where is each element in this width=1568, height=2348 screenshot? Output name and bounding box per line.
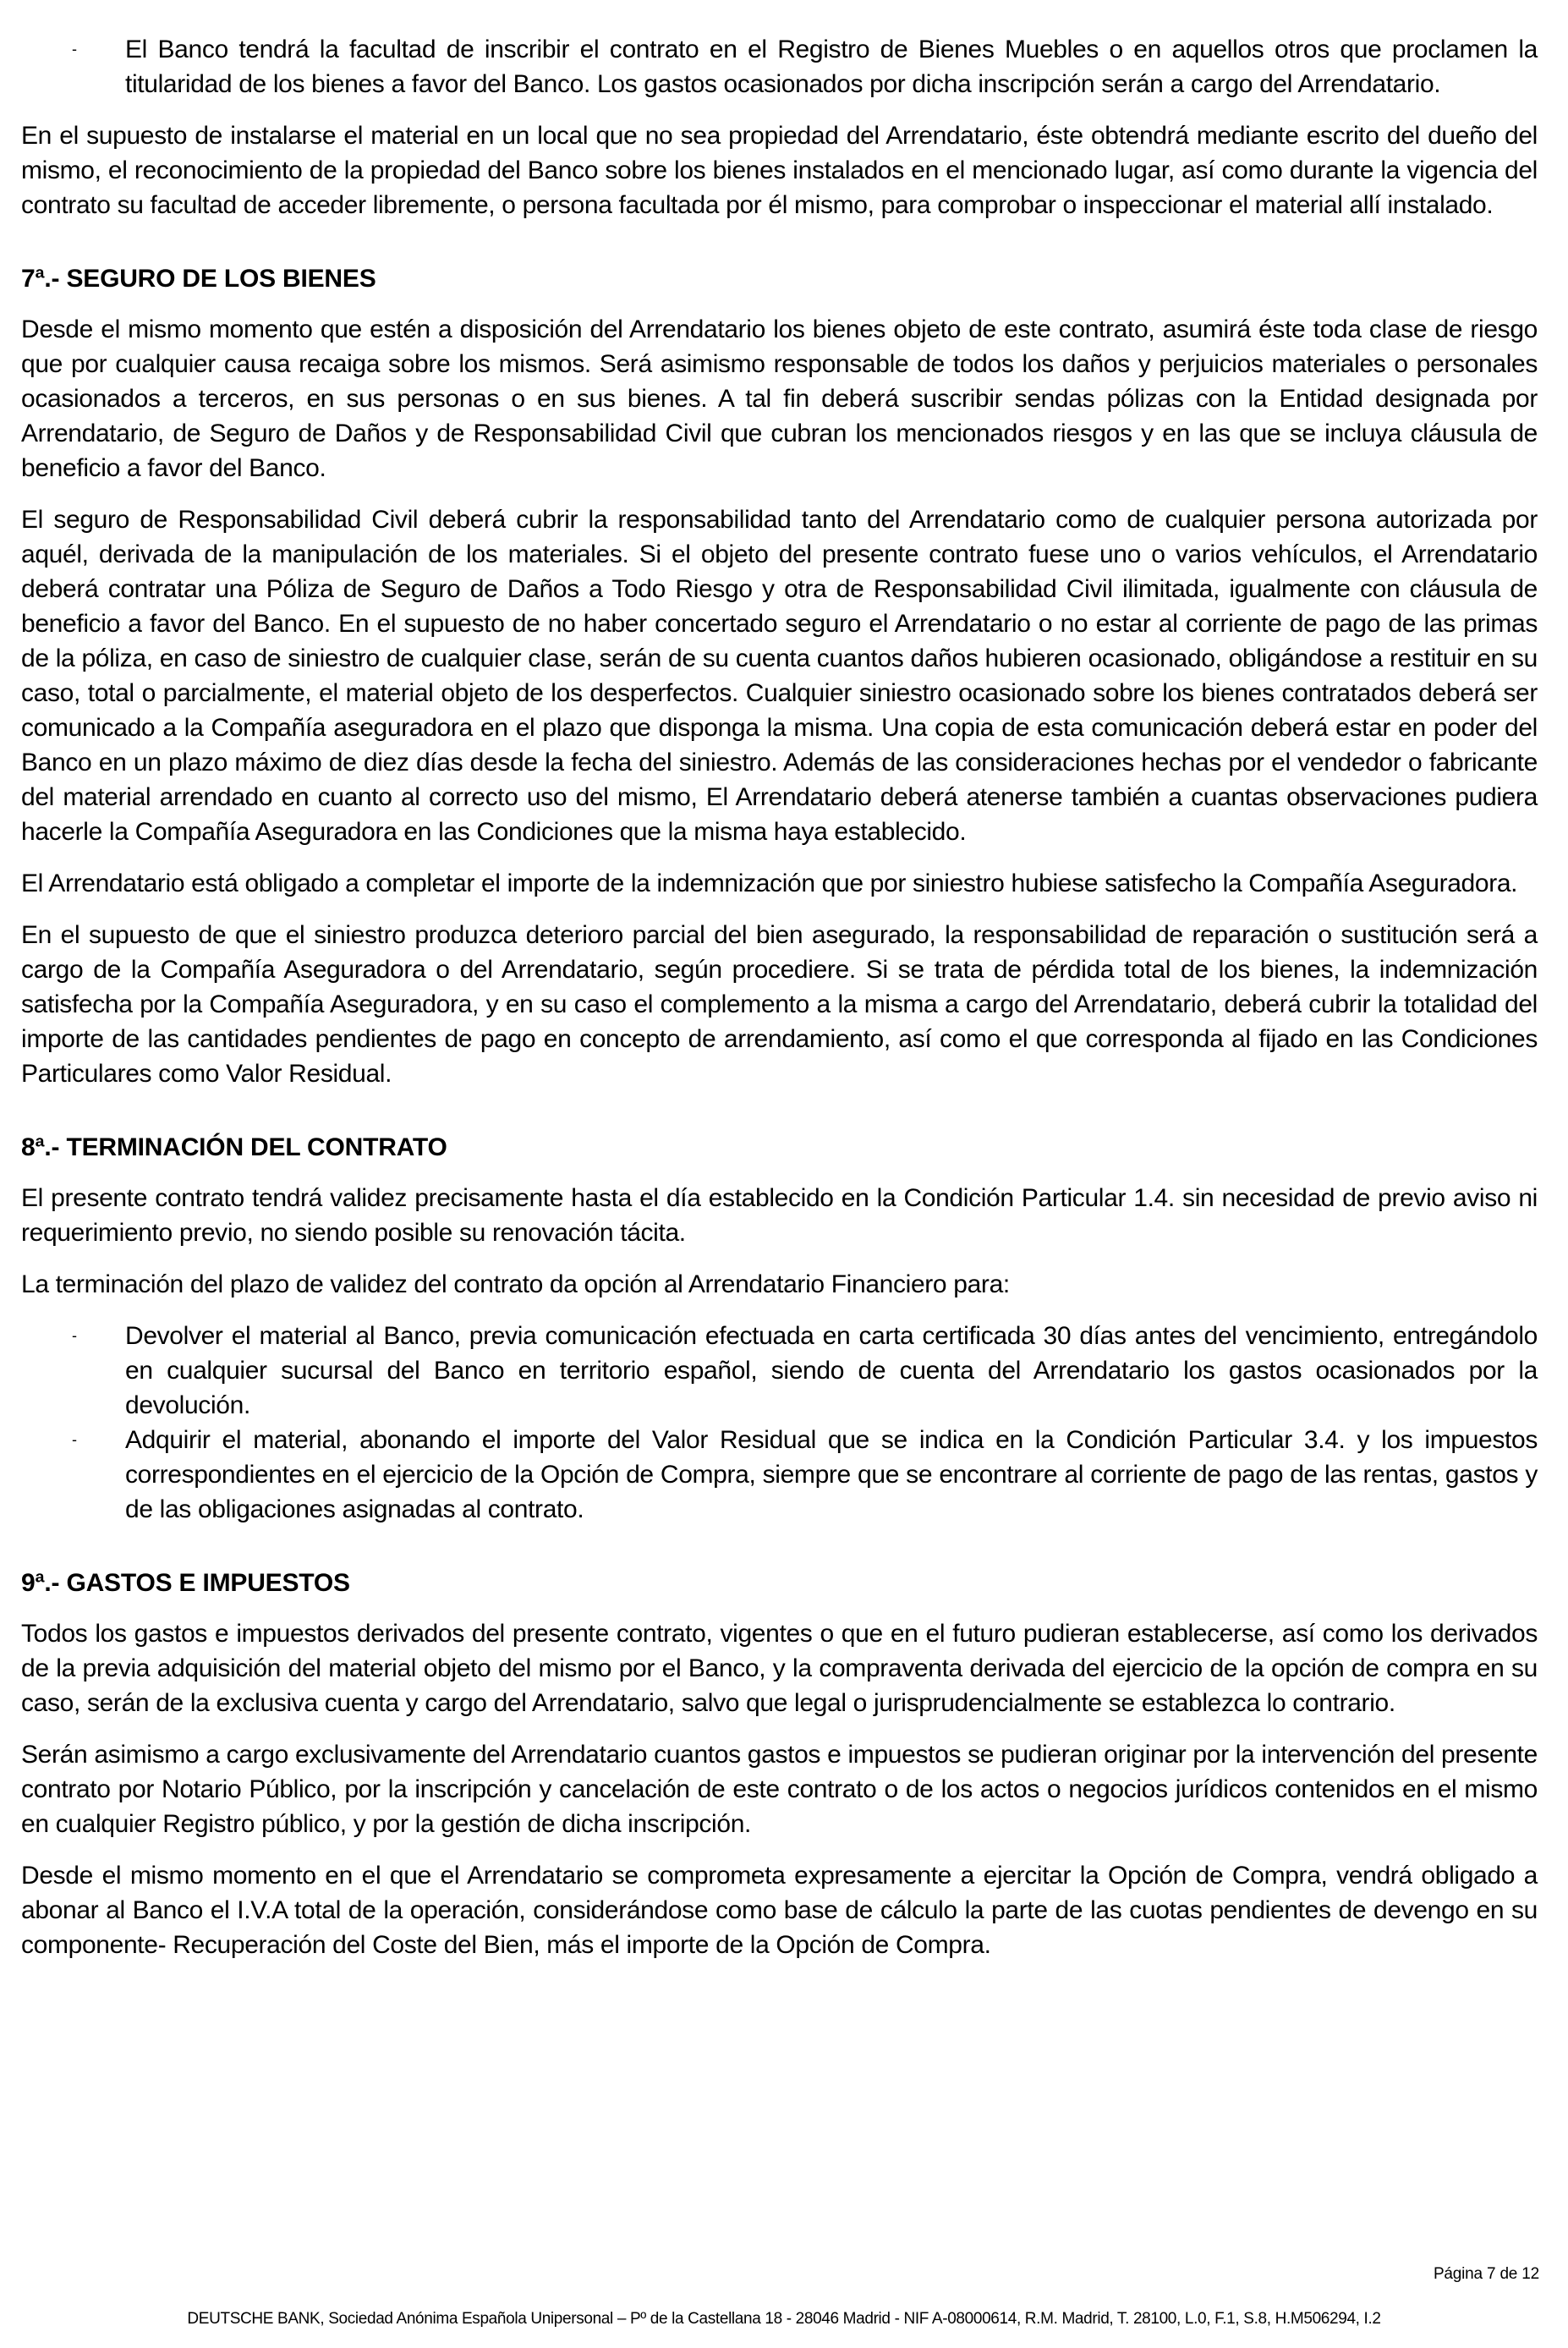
section-heading-seguro: 7ª.- SEGURO DE LOS BIENES	[21, 265, 376, 293]
bullet-dash-icon: -	[72, 1431, 77, 1448]
bullet-dash-icon: -	[72, 41, 77, 58]
paragraph: Desde el mismo momento en el que el Arrendatario se comprometa expresamente a ejercitar la Opción de Compra, vendrá obligado a abonar al Banco el I.V.A total de la operación, considerándose como base de cálculo la parte de las cuotas pendientes de devengo en su componente- Recuperación del Coste del Bien, más el importe de la Opción de Compra.	[21, 1862, 1538, 1959]
paragraph: El presente contrato tendrá validez precisamente hasta el día establecido en la Condición Particular 1.4. sin necesidad de previo aviso ni requerimiento previo, no siendo posible su renovación tácita.	[21, 1184, 1538, 1247]
section-heading-gastos: 9ª.- GASTOS E IMPUESTOS	[21, 1569, 350, 1597]
page-number: Página 7 de 12	[1433, 2265, 1539, 2283]
list-item	[21, 32, 1538, 101]
bullet-text: Devolver el material al Banco, previa comunicación efectuada en carta certificada 30 días antes del vencimiento, entregándolo en cualquier sucursal del Banco en territorio español, siendo de cuenta del Arrendatario los gastos ocasionados por la devolución.	[125, 1322, 1538, 1419]
list-item	[21, 1319, 1538, 1423]
paragraph-local-installation: En el supuesto de instalarse el material en un local que no sea propiedad del Arrendatario, éste obtendrá mediante escrito del dueño del mismo, el reconocimiento de la propiedad del Banco sobre los bienes instalados en el mencionado lugar, así como durante la vigencia del contrato su facultad de acceder libremente, o persona facultada por él mismo, para comprobar o inspeccionar el material allí instalado.	[21, 122, 1538, 219]
bullet-text: El Banco tendrá la facultad de inscribir el contrato en el Registro de Bienes Muebles o en aquellos otros que proclamen la titularidad de los bienes a favor del Banco. Los gastos ocasionados por dicha inscripción serán a cargo del Arrendatario.	[125, 36, 1538, 98]
document-body	[21, 32, 1538, 1962]
paragraph: En el supuesto de que el siniestro produzca deterioro parcial del bien asegurado, la responsabilidad de reparación o sustitución será a cargo de la Compañía Aseguradora o del Arrendatario, según procediere. Si se trata de pérdida total de los bienes, la indemnización satisfecha por la Compañía Aseguradora, y en su caso el complemento a la misma a cargo del Arrendatario, deberá cubrir la totalidad del importe de las cantidades pendientes de pago en concepto de arrendamiento, así como el que corresponda al fijado en las Condiciones Particulares como Valor Residual.	[21, 921, 1538, 1088]
termination-options-list	[21, 1319, 1538, 1527]
paragraph: El Arrendatario está obligado a completar el importe de la indemnización que por siniestro hubiese satisfecho la Compañía Aseguradora.	[21, 870, 1518, 897]
footer-legal-text: DEUTSCHE BANK, Sociedad Anónima Española Unipersonal – Pº de la Castellana 18 - 28046 Madrid - NIF A-08000614, R.M. Madrid, T. 28100, L.0, F.1, S.8, H.M506294, I.2	[187, 2310, 1381, 2328]
paragraph: El seguro de Responsabilidad Civil deberá cubrir la responsabilidad tanto del Arrendatario como de cualquier persona autorizada por aquél, derivada de la manipulación de los materiales. Si el objeto del presente contrato fuese uno o varios vehículos, el Arrendatario deberá contratar una Póliza de Seguro de Daños a Todo Riesgo y otra de Responsabilidad Civil ilimitada, igualmente con cláusula de beneficio a favor del Banco. En el supuesto de no haber concertado seguro el Arrendatario o no estar al corriente de pago de las primas de la póliza, en caso de siniestro de cualquier clase, serán de su cuenta cuantos daños hubieren ocasionado, obligándose a restituir en su caso, total o parcialmente, el material objeto de los desperfectos. Cualquier siniestro ocasionado sobre los bienes contratados deberá ser comunicado a la Compañía aseguradora en el plazo que disponga la misma. Una copia de esta comunicación deberá estar en poder del Banco en un plazo máximo de diez días desde la fecha del siniestro. Además de las consideraciones hechas por el vendedor o fabricante del material arrendado en cuanto al correcto uso del mismo, El Arrendatario deberá atenerse también a cuantas observaciones pudiera hacerle la Compañía Aseguradora en las Condiciones que la misma haya establecido.	[21, 506, 1538, 846]
paragraph: La terminación del plazo de validez del contrato da opción al Arrendatario Financiero para:	[21, 1270, 1010, 1298]
bullet-dash-icon: -	[72, 1327, 77, 1344]
paragraph: Serán asimismo a cargo exclusivamente del Arrendatario cuantos gastos e impuestos se pudieran originar por la intervención del presente contrato por Notario Público, por la inscripción y cancelación de este contrato o de los actos o negocios jurídicos contenidos en el mismo en cualquier Registro público, y por la gestión de dicha inscripción.	[21, 1741, 1538, 1838]
paragraph: Desde el mismo momento que estén a disposición del Arrendatario los bienes objeto de este contrato, asumirá éste toda clase de riesgo que por cualquier causa recaiga sobre los mismos. Será asimismo responsable de todos los daños y perjuicios materiales o personales ocasionados a terceros, en sus personas o en sus bienes. A tal fin deberá suscribir sendas pólizas con la Entidad designada por Arrendatario, de Seguro de Daños y de Responsabilidad Civil que cubran los mencionados riesgos y en las que se incluya cláusula de beneficio a favor del Banco.	[21, 315, 1538, 482]
bullet-text: Adquirir el material, abonando el importe del Valor Residual que se indica en la Condición Particular 3.4. y los impuestos correspondientes en el ejercicio de la Opción de Compra, siempre que se encontrare al corriente de pago de las rentas, gastos y de las obligaciones asignadas al contrato.	[125, 1426, 1538, 1523]
top-bullet-list	[21, 32, 1538, 101]
paragraph: Todos los gastos e impuestos derivados del presente contrato, vigentes o que en el futuro pudieran establecerse, así como los derivados de la previa adquisición del material objeto del mismo por el Banco, y la compraventa derivada del ejercicio de la opción de compra en su caso, serán de la exclusiva cuenta y cargo del Arrendatario, salvo que legal o jurisprudencialmente se establezca lo contrario.	[21, 1620, 1538, 1717]
section-heading-terminacion: 8ª.- TERMINACIÓN DEL CONTRATO	[21, 1133, 447, 1161]
list-item	[21, 1423, 1538, 1527]
